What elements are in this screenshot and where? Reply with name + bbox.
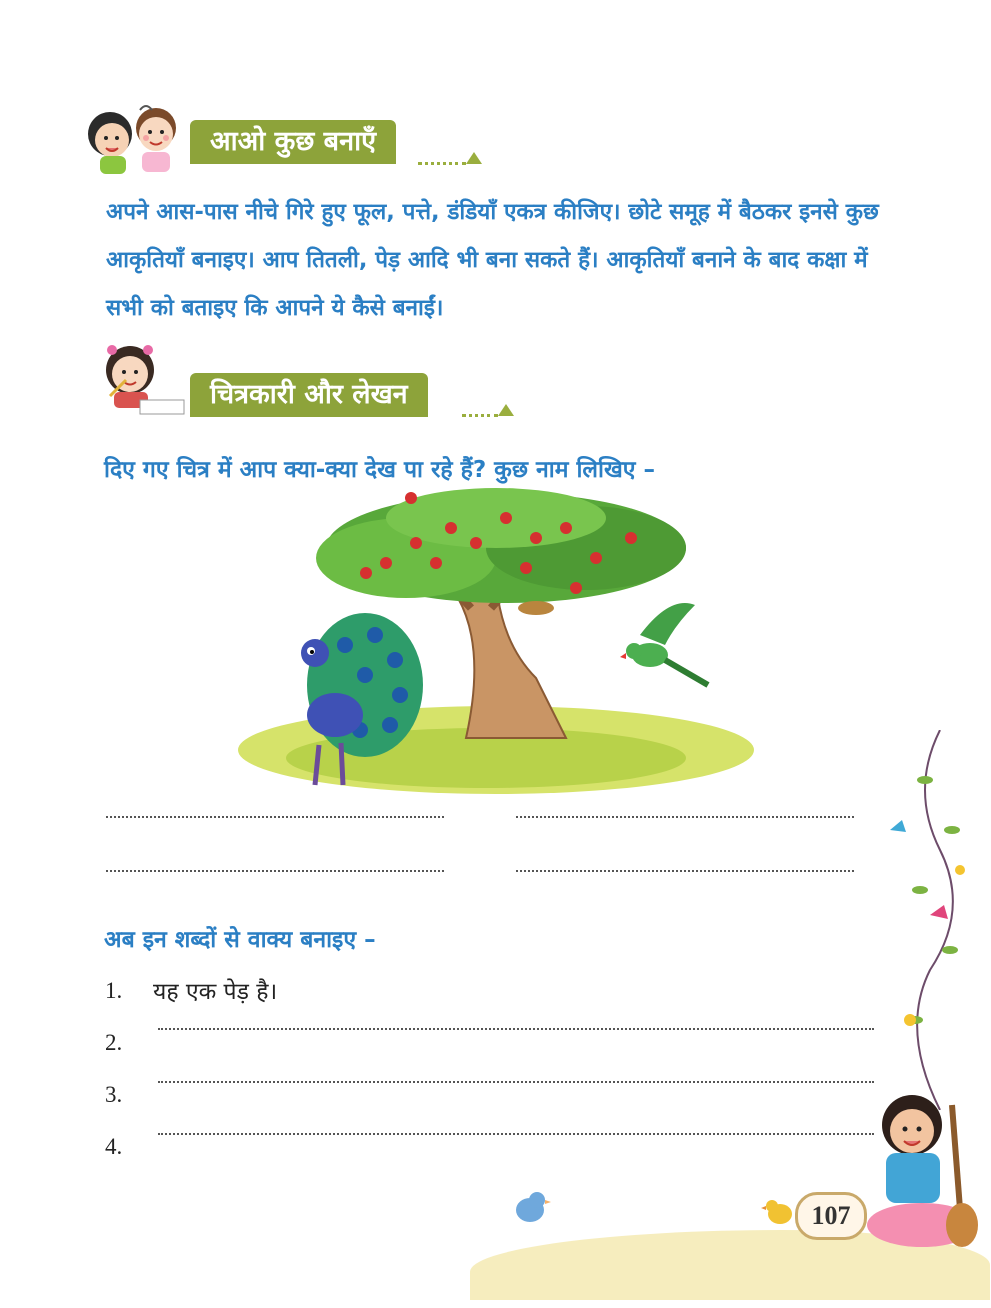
sentence-number: 1. <box>105 978 123 1003</box>
drawing-prompt: दिए गए चित्र में आप क्या-क्या देख पा रहे हैं? कुछ नाम लिखिए – <box>104 457 656 483</box>
sentence-text: यह एक पेड़ है। <box>153 979 278 1005</box>
vine-decoration <box>880 730 980 1110</box>
page-number: 107 <box>795 1192 867 1240</box>
sentence-number: 3. <box>105 1082 123 1107</box>
answer-line[interactable] <box>106 870 444 872</box>
sentence-answer-line[interactable] <box>158 1028 874 1030</box>
girl-with-instrument-icon <box>862 1085 988 1255</box>
banner-dots <box>418 162 466 165</box>
activity-paragraph: अपने आस-पास नीचे गिरे हुए फूल, पत्ते, डंडियाँ एकत्र कीजिए। छोटे समूह में बैठकर इनसे कुछ आकृतियाँ बनाइए। आप तितली, पेड़ आदि भी बना सकते हैं। आकृतियाँ बनाने के बाद कक्षा में सभी को बताइए कि आपने ये कैसे बनाईं। <box>106 199 879 321</box>
answer-line[interactable] <box>516 816 854 818</box>
banner-dots <box>462 414 498 417</box>
bird-icon <box>505 1180 555 1230</box>
peacock-icon <box>285 605 425 790</box>
sentence-prompt: अब इन शब्दों से वाक्य बनाइए – <box>104 927 376 953</box>
answer-line[interactable] <box>516 870 854 872</box>
sentence-answer-line[interactable] <box>158 1133 874 1135</box>
sentence-number: 4. <box>105 1134 123 1159</box>
kids-icon <box>80 98 192 176</box>
answer-line[interactable] <box>106 816 444 818</box>
sentence-answer-line[interactable] <box>158 1081 874 1083</box>
sentence-number: 2. <box>105 1030 123 1055</box>
parrot-icon <box>620 595 710 690</box>
activity-title: आओ कुछ बनाएँ <box>190 120 396 164</box>
bird-icon <box>760 1190 800 1230</box>
drawing-title: चित्रकारी और लेखन <box>190 373 428 417</box>
banner-arrow-icon <box>466 152 482 164</box>
girl-writing-icon <box>90 340 190 420</box>
banner-arrow-icon <box>498 404 514 416</box>
